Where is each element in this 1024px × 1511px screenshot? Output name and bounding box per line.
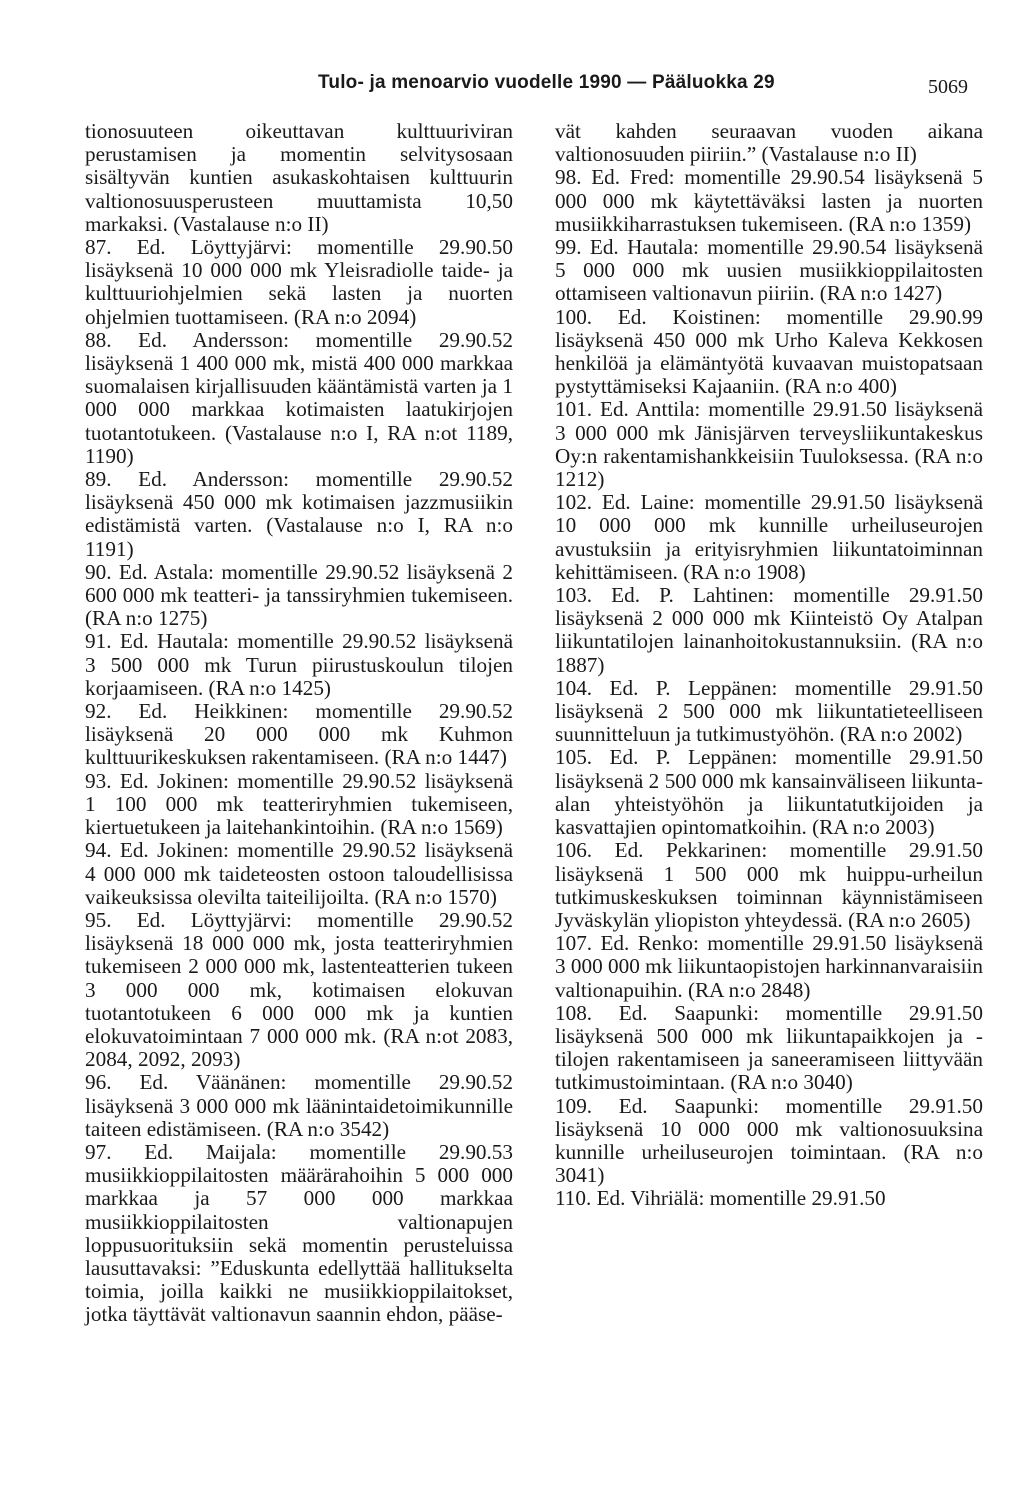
paragraph: 93. Ed. Jokinen: momentille 29.90.52 lisäyksenä 1 100 000 mk teatteriryhmien tukemiseen, kiertuetukeen ja laitehankintoihin. (RA n:o 1569) [85, 768, 513, 840]
paragraph: 94. Ed. Jokinen: momentille 29.90.52 lisäyksenä 4 000 000 mk taideteosten ostoon taloudellisissa vaikeuksissa olevilta taiteilijoilta. (RA n:o 1570) [85, 838, 513, 909]
paragraph: 108. Ed. Saapunki: momentille 29.91.50 lisäyksenä 500 000 mk liikuntapaikkojen ja -tilojen rakentamiseen ja saneeramiseen liittyvään tutkimustoimintaan. (RA n:o 3040) [555, 1000, 983, 1095]
paragraph: 103. Ed. P. Lahtinen: momentille 29.91.50 lisäyksenä 2 000 000 mk Kiinteistö Oy Atalpan liikuntatilojen lainanhoitokustannuksiin. (RA n:o 1887) [555, 583, 983, 677]
page-number: 5069 [928, 76, 968, 98]
paragraph: 89. Ed. Andersson: momentille 29.90.52 lisäyksenä 450 000 mk kotimaisen jazzmusiikin edistämistä varten. (Vastalause n:o I, RA n:o 1191) [85, 467, 513, 561]
paragraph: 90. Ed. Astala: momentille 29.90.52 lisäyksenä 2 600 000 mk teatteri- ja tanssiryhmien tukemiseen. (RA n:o 1275) [85, 559, 513, 631]
paragraph: 87. Ed. Löyttyjärvi: momentille 29.90.50 lisäyksenä 10 000 000 mk Yleisradiolle taide- ja kulttuuriohjelmien sekä lasten ja nuorten ohjelmien tuottamiseen. (RA n:o 2094) [85, 235, 513, 329]
paragraph: 101. Ed. Anttila: momentille 29.91.50 lisäyksenä 3 000 000 mk Jänisjärven terveysliikuntakeskus Oy:n rakentamishankkeisiin Tuuloksessa. (RA n:o 1212) [555, 397, 983, 492]
paragraph: 96. Ed. Väänänen: momentille 29.90.52 lisäyksenä 3 000 000 mk läänintaidetoimikunnille taiteen edistämiseen. (RA n:o 3542) [85, 1070, 513, 1141]
paragraph: 91. Ed. Hautala: momentille 29.90.52 lisäyksenä 3 500 000 mk Turun piirustuskoulun tilojen korjaamiseen. (RA n:o 1425) [85, 629, 513, 700]
right-column [555, 120, 983, 1211]
paragraph: 110. Ed. Vihriälä: momentille 29.91.50 [555, 1186, 886, 1211]
running-header: Tulo- ja menoarvio vuodelle 1990 — Pääluokka 29 [318, 72, 775, 93]
paragraph: 107. Ed. Renko: momentille 29.91.50 lisäyksenä 3 000 000 mk liikuntaopistojen harkinnanvaraisiin valtionapuihin. (RA n:o 2848) [555, 931, 983, 1002]
paragraph: 100. Ed. Koistinen: momentille 29.90.99 lisäyksenä 450 000 mk Urho Kaleva Kekkosen henkilöä ja elämäntyötä kuvaavan muistopatsaan pystyttämiseksi Kajaaniin. (RA n:o 400) [555, 304, 983, 399]
left-column [85, 120, 513, 1327]
paragraph: tionosuuteen oikeuttavan kulttuuriviran perustamisen ja momentin selvitysosaan sisältyvän kuntien asukaskohtaisen kulttuurin valtionosuusperusteen muuttamista 10,50 markaksi. (Vastalause n:o II) [85, 119, 513, 236]
paragraph: 105. Ed. P. Leppänen: momentille 29.91.50 lisäyksenä 2 500 000 mk kansainväliseen liikunta-alan yhteistyöhön ja liikuntatutkijoiden ja kasvattajien opintomatkoihin. (RA n:o 2003) [555, 745, 983, 840]
paragraph: 88. Ed. Andersson: momentille 29.90.52 lisäyksenä 1 400 000 mk, mistä 400 000 markkaa suomalaisen kirjallisuuden kääntämistä varten ja 1 000 000 markkaa kotimaisten laatukirjojen tuotantotukeen. (Vastalause n:o I, RA n:ot 1189, 1190) [85, 327, 513, 468]
paragraph: 95. Ed. Löyttyjärvi: momentille 29.90.52 lisäyksenä 18 000 000 mk, josta teatteriryhmien tukemiseen 2 000 000 mk, lastenteatterien tukeen 3 000 000 mk, kotimaisen elokuvan tuotantotukeen 6 000 000 mk ja kuntien elokuvatoimintaan 7 000 000 mk. (RA n:ot 2083, 2084, 2092, 2093) [85, 907, 513, 1072]
paragraph: 106. Ed. Pekkarinen: momentille 29.91.50 lisäyksenä 1 500 000 mk huippu-urheilun tutkimuskeskuksen toiminnan käynnistämiseen Jyväskylän yliopiston yhteydessä. (RA n:o 2605) [555, 838, 983, 932]
paragraph: 104. Ed. P. Leppänen: momentille 29.91.50 lisäyksenä 2 500 000 mk liikuntatieteelliseen suunnitteluun ja tutkimustyöhön. (RA n:o 2002) [555, 675, 983, 747]
paragraph: 99. Ed. Hautala: momentille 29.90.54 lisäyksenä 5 000 000 mk uusien musiikkioppilaitosten ottamiseen valtionavun piiriin. (RA n:o 1427) [555, 235, 983, 306]
paragraph: 98. Ed. Fred: momentille 29.90.54 lisäyksenä 5 000 000 mk käytettäväksi lasten ja nuorten musiikkiharrastuksen tukemiseen. (RA n:o 1359) [555, 165, 983, 236]
paragraph: vät kahden seuraavan vuoden aikana valtionosuuden piiriin.” (Vastalause n:o II) [555, 119, 983, 167]
paragraph: 102. Ed. Laine: momentille 29.91.50 lisäyksenä 10 000 000 mk kunnille urheiluseurojen avustuksiin ja erityisryhmien liikuntatoiminnan kehittämiseen. (RA n:o 1908) [555, 490, 983, 584]
paragraph: 92. Ed. Heikkinen: momentille 29.90.52 lisäyksenä 20 000 000 mk Kuhmon kulttuurikeskuksen rakentamiseen. (RA n:o 1447) [85, 699, 513, 770]
paragraph: 109. Ed. Saapunki: momentille 29.91.50 lisäyksenä 10 000 000 mk valtionosuuksina kunnille urheiluseurojen toimintaan. (RA n:o 3041) [555, 1093, 983, 1188]
paragraph: 97. Ed. Maijala: momentille 29.90.53 musiikkioppilaitosten määrärahoihin 5 000 000 markkaa ja 57 000 000 markkaa musiikkioppilaitosten valtionapujen loppusuorituksiin sekä momentin perusteluissa lausuttavaksi: ”Eduskunta edellyttää hallitukselta toimia, joilla kaikki ne musiikkioppilaitokset, jotka täyttävät valtionavun saannin ehdon, pääse- [85, 1139, 513, 1327]
